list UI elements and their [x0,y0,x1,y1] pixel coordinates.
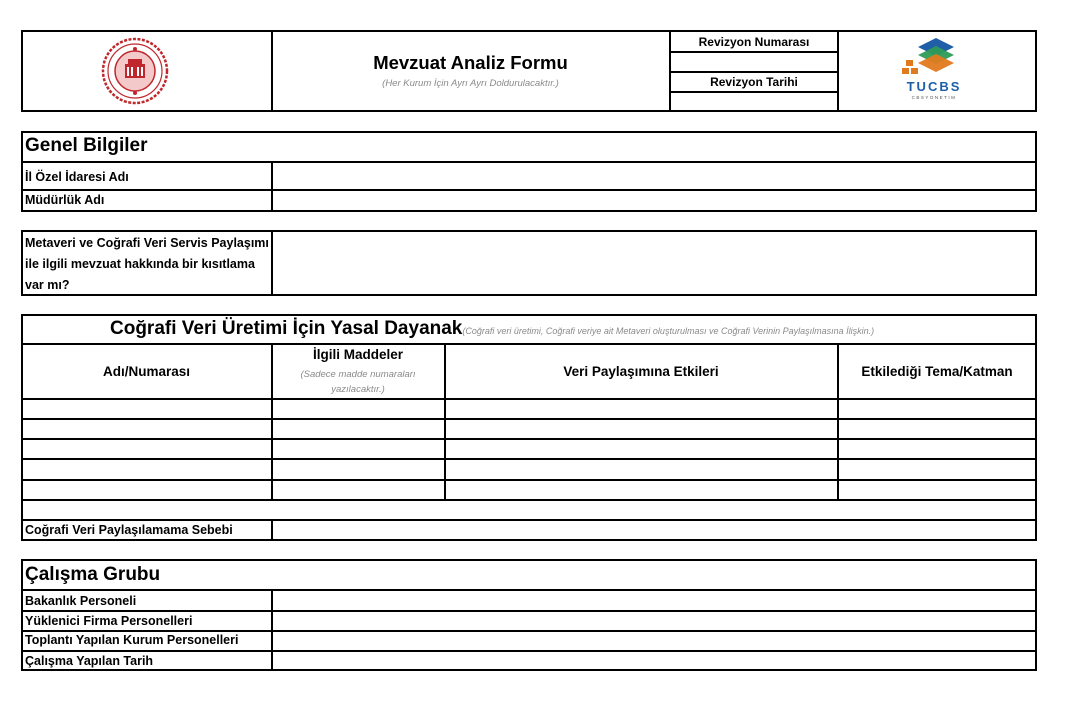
meeting-institution-staff-label: Toplantı Yapılan Kurum Personelleri [25,633,239,647]
legal-row-effects-cell[interactable] [446,460,836,478]
restriction-question-line: ile ilgili mevzuat hakkında bir kısıtlama [25,257,255,271]
restriction-question-line: Metaveri ve Coğrafi Veri Servis Paylaşımı [25,236,269,250]
legal-row-theme-cell[interactable] [839,460,1035,478]
column-header-articles-note: yazılacaktır.) [331,384,385,395]
form-title: Mevzuat Analiz Formu [373,52,568,73]
province-admin-label: İl Özel İdaresi Adı [25,170,129,184]
legal-row-theme-cell[interactable] [839,420,1035,437]
sharing-failure-reason-field[interactable] [273,521,1035,539]
directorate-field[interactable] [273,191,1035,210]
legal-row-articles-cell[interactable] [273,481,443,498]
legal-row-name-cell[interactable] [23,440,270,457]
work-date-field[interactable] [273,652,1035,669]
ministry-staff-label: Bakanlık Personeli [25,594,137,608]
column-header-effects: Veri Paylaşımına Etkileri [563,364,719,379]
legal-row-name-cell[interactable] [23,400,270,417]
column-header-articles-note: (Sadece madde numaraları [300,369,416,380]
general-info-heading: Genel Bilgiler [25,135,148,156]
work-date-label: Çalışma Yapılan Tarih [25,654,154,668]
meeting-institution-staff-field[interactable] [273,632,1035,649]
revision-date-label: Revizyon Tarihi [710,75,798,89]
directorate-label: Müdürlük Adı [25,193,105,207]
sharing-failure-reason-label: Coğrafi Veri Paylaşılamama Sebebi [25,523,233,537]
legal-basis-title: Coğrafi Veri Üretimi İçin Yasal Dayanak [110,318,463,339]
row-divider [22,343,1036,345]
legal-row-theme-cell[interactable] [839,440,1035,457]
legal-row-effects-cell[interactable] [446,400,836,417]
ministry-staff-field[interactable] [273,591,1035,609]
contractor-staff-field[interactable] [273,612,1035,629]
legal-row-name-cell[interactable] [23,460,270,478]
legal-row-name-cell[interactable] [23,420,270,437]
restriction-question-line: var mı? [25,278,70,292]
restriction-answer-field[interactable] [273,232,1035,294]
column-header-name: Adı/Numarası [102,364,191,379]
form-subtitle: (Her Kurum İçin Ayrı Ayrı Doldurulacaktır.) [382,78,559,89]
legal-row-theme-cell[interactable] [839,400,1035,417]
column-header-articles: İlgili Maddeler [312,347,404,362]
legal-row-articles-cell[interactable] [273,420,443,437]
legal-row-effects-cell[interactable] [446,481,836,498]
column-header-theme: Etkilediği Tema/Katman [861,364,1013,379]
revision-number-field[interactable] [671,53,837,71]
legal-basis-note: (Coğrafi veri üretimi, Coğrafi veriye ait Metaveri oluşturulması ve Coğrafi Verinin Paylaşılmasına İlişkin.) [462,326,875,336]
legal-row-articles-cell[interactable] [273,460,443,478]
revision-number-label: Revizyon Numarası [698,35,810,49]
tucbs-logo-subtext: CBSYONETIM [911,95,957,100]
legal-basis-heading [110,318,874,340]
legal-row-articles-cell[interactable] [273,440,443,457]
legal-row-effects-cell[interactable] [446,440,836,457]
province-admin-field[interactable] [273,163,1035,189]
workgroup-heading: Çalışma Grubu [25,564,161,585]
revision-date-field[interactable] [671,93,837,110]
legal-row-name-cell[interactable] [23,481,270,498]
legal-row-effects-cell[interactable] [446,420,836,437]
contractor-staff-label: Yüklenici Firma Personelleri [25,614,193,628]
ministry-seal-logo [101,37,169,105]
legal-row-articles-cell[interactable] [273,400,443,417]
row-divider [22,499,1036,501]
tucbs-logo-text: TUCBS [906,79,962,94]
legal-row-theme-cell[interactable] [839,481,1035,498]
header-divider [670,71,838,73]
tucbs-logo [898,36,970,106]
